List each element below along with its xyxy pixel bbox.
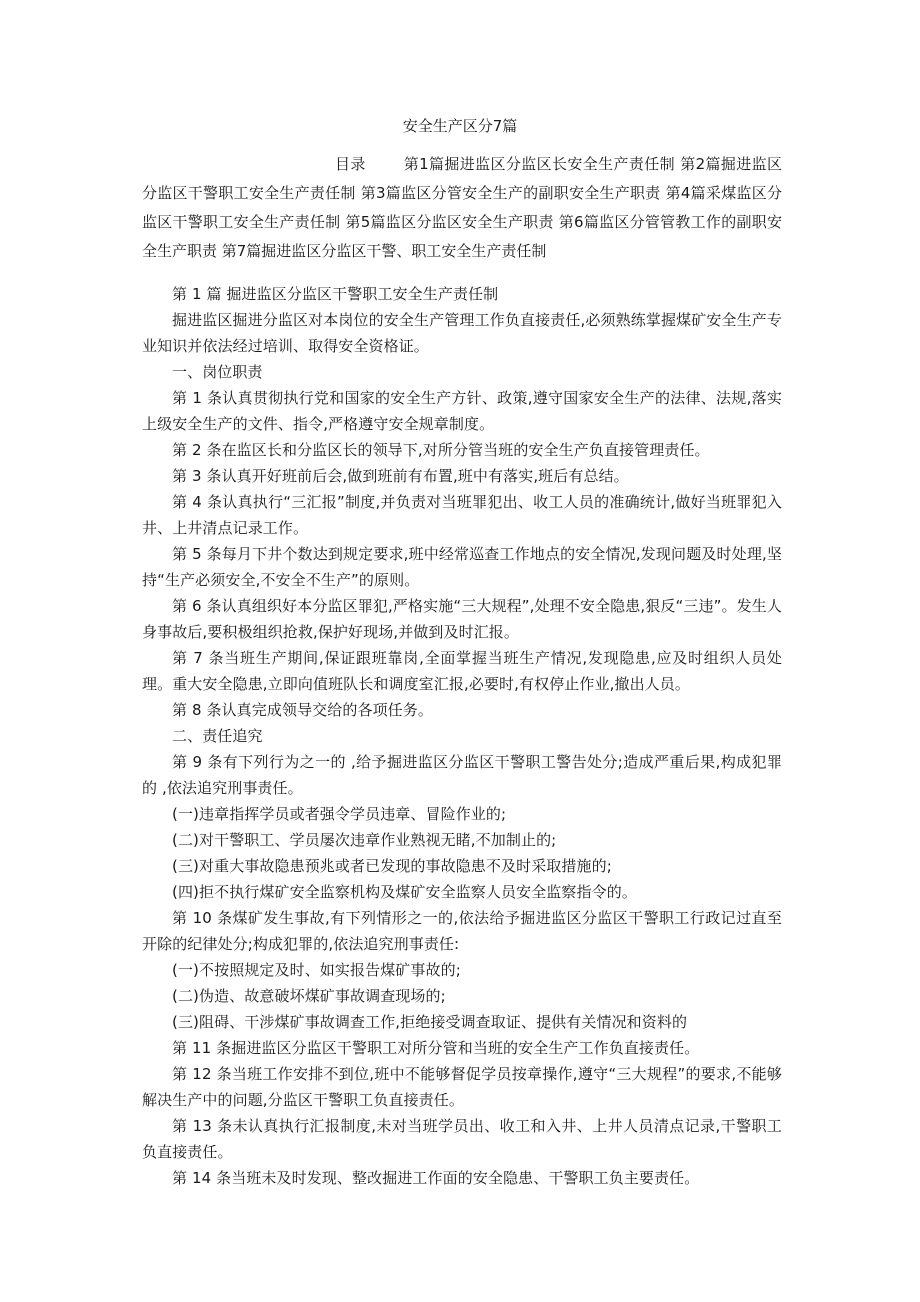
list-item: (二)伪造、故意破坏煤矿事故调查现场的; bbox=[172, 987, 446, 1005]
list-item: (三)阻碍、干涉煤矿事故调查工作,拒绝接受调查取证、提供有关情况和资料的 bbox=[172, 1013, 688, 1031]
list-item: (四)拒不执行煤矿安全监察机构及煤矿安全监察人员安全监察指令的。 bbox=[172, 883, 637, 901]
paragraph: 第 8 条认真完成领导交给的各项任务。 bbox=[172, 701, 433, 719]
document-body bbox=[142, 281, 782, 1191]
paragraph: 第 11 条掘进监区分监区干警职工对所分管和当班的安全生产工作负直接责任。 bbox=[172, 1039, 700, 1057]
paragraph: 掘进监区掘进分监区对本岗位的安全生产管理工作负直接责任,必须熟练掌握煤矿安全生产专业知识并依法经过培训、取得安全资格证。 bbox=[142, 311, 782, 355]
paragraph: 第 1 条认真贯彻执行党和国家的安全生产方针、政策,遵守国家安全生产的法律、法规,落实上级安全生产的文件、指令,严格遵守安全规章制度。 bbox=[142, 389, 782, 433]
paragraph: 第 4 条认真执行“三汇报”制度,并负责对当班罪犯出、收工人员的准确统计,做好当班罪犯入井、上井清点记录工作。 bbox=[142, 493, 782, 537]
list-item: (三)对重大事故隐患预兆或者已发现的事故隐患不及时采取措施的; bbox=[172, 857, 612, 875]
paragraph: 第 6 条认真组织好本分监区罪犯,严格实施“三大规程”,处理不安全隐患,狠反“三违”。发生人身事故后,要积极组织抢救,保护好现场,并做到及时汇报。 bbox=[142, 597, 782, 641]
toc-label: 目录 bbox=[335, 155, 366, 173]
paragraph: 第 2 条在监区长和分监区长的领导下,对所分管当班的安全生产负直接管理责任。 bbox=[172, 441, 710, 459]
document-title: 安全生产区分7篇 bbox=[402, 117, 518, 135]
paragraph: 第 9 条有下列行为之一的 ,给予掘进监区分监区干警职工警告处分;造成严重后果,构成犯罪的 ,依法追究刑事责任。 bbox=[142, 753, 782, 797]
paragraph: 第 7 条当班生产期间,保证跟班靠岗,全面掌握当班生产情况,发现隐患,应及时组织人员处理。重大安全隐患,立即向值班队长和调度室汇报,必要时,有权停止作业,撤出人员。 bbox=[142, 649, 782, 693]
subsection-heading: 一、岗位职责 bbox=[172, 363, 263, 381]
paragraph: 第 5 条每月下井个数达到规定要求,班中经常巡查工作地点的安全情况,发现问题及时处理,坚持“生产必须安全,不安全不生产”的原则。 bbox=[142, 545, 782, 589]
table-of-contents bbox=[142, 150, 782, 266]
list-item: (一)违章指挥学员或者强令学员违章、冒险作业的; bbox=[172, 805, 507, 823]
subsection-heading: 二、责任追究 bbox=[172, 727, 263, 745]
toc-entries: 第1篇掘进监区分监区长安全生产责任制 第2篇掘进监区分监区干警职工安全生产责任制 第3篇监区分管安全生产的副职安全生产职责 第4篇采煤监区分监区干警职工安全生产责任制 第5篇监区分监区安全生产职责 第6篇监区分管管教工作的副职安全生产职责 第7篇掘进监区分监区干警、职工安全生产责任制 bbox=[142, 155, 782, 260]
list-item: (二)对干警职工、学员屡次违章作业熟视无睹,不加制止的; bbox=[172, 831, 557, 849]
paragraph: 第 3 条认真开好班前后会,做到班前有布置,班中有落实,班后有总结。 bbox=[172, 467, 629, 485]
section-heading: 第 1 篇 掘进监区分监区干警职工安全生产责任制 bbox=[172, 285, 499, 303]
list-item: (一)不按照规定及时、如实报告煤矿事故的; bbox=[172, 961, 461, 979]
paragraph: 第 12 条当班工作安排不到位,班中不能够督促学员按章操作,遵守“三大规程”的要求,不能够解决生产中的问题,分监区干警职工负直接责任。 bbox=[142, 1065, 782, 1109]
paragraph: 第 14 条当班未及时发现、整改掘进工作面的安全隐患、干警职工负主要责任。 bbox=[172, 1169, 700, 1187]
paragraph: 第 10 条煤矿发生事故,有下列情形之一的,依法给予掘进监区分监区干警职工行政记过直至开除的纪律处分;构成犯罪的,依法追究刑事责任: bbox=[142, 909, 782, 953]
paragraph: 第 13 条未认真执行汇报制度,未对当班学员出、收工和入井、上井人员清点记录,干警职工负直接责任。 bbox=[142, 1117, 782, 1161]
